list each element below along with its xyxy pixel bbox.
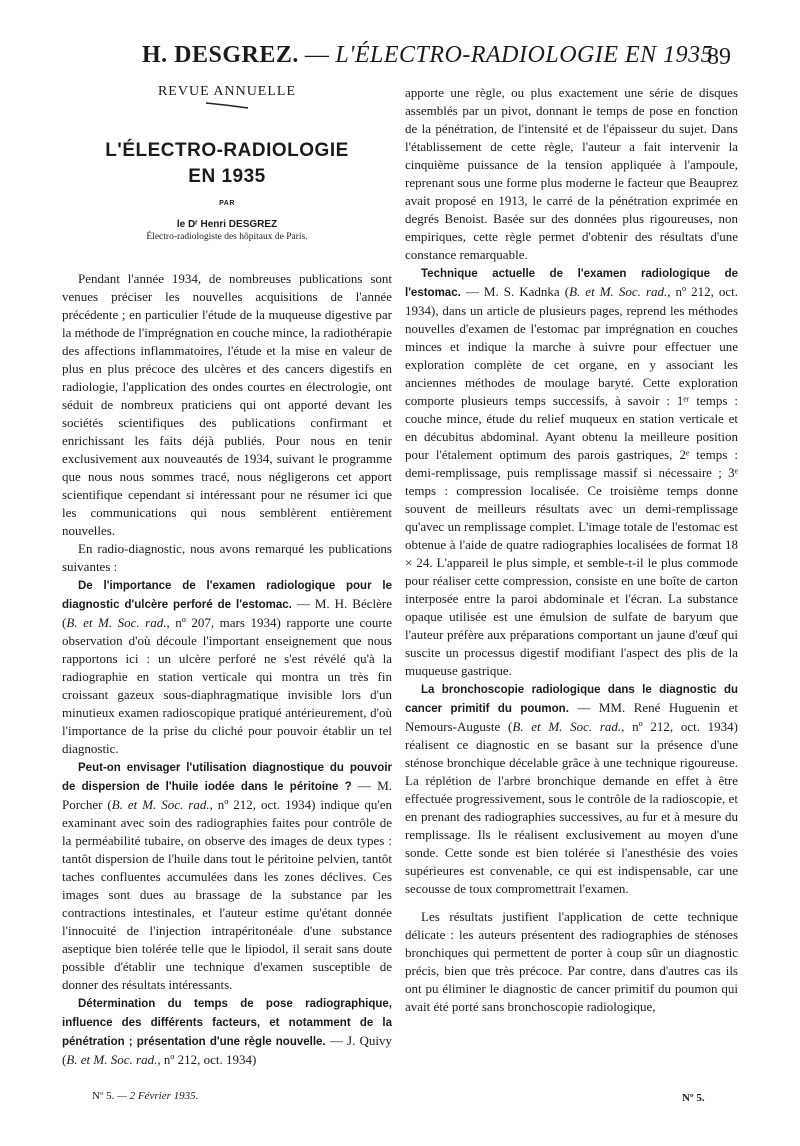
- footer-date: — 2 Février 1935.: [114, 1090, 199, 1102]
- article-title-line1: L'ÉLECTRO-RADIOLOGIE: [105, 140, 349, 161]
- running-head-title: L'ÉLECTRO-RADIOLOGIE EN 1935: [335, 42, 714, 68]
- running-head-author: H. DESGREZ.: [142, 42, 299, 68]
- running-head: [142, 42, 742, 72]
- section-heading: Technique actuelle de l'examen radiologique de l'estomac.: [405, 268, 738, 299]
- section-heading: Peut-on envisager l'utilisation diagnostique du pouvoir de dispersion de l'huile iodée dans le péritoine ?: [62, 762, 392, 793]
- intro-paragraph: Pendant l'année 1934, de nombreuses publications sont venues préciser les nouvelles acquisitions de l'année précédente ; en particulier l'étude de la muqueuse digestive par la méthode de l'imprégnation en couche mince, la radiothérapie des affections inflammatoires, l'étude et la mise en valeur de plus en plus précoce des ulcères et des cancers digestifs en radiologie, l'application des ondes courtes en électrologie, ont séduit de nombreux praticiens qui ont apporté devant les sociétés scientifiques des publications confirmant et enrichissant les faits déjà publiés. Pour nous en tenir exclusivement aux nouveautés de 1934, suivant le programme que nous nous sommes tracé, nous négligerons cet apport scientifique cependant si intéressant pour ne résumer ici que les communications qui nous semblèrent entièrement nouvelles.: [62, 271, 392, 538]
- running-head-dash: —: [304, 42, 330, 68]
- section-text: , nº 207, mars 1934) rapporte une courte observation d'où découle l'important enseignement que nous rapportons ici : un ulcère perforé ne s'est révélé qu'à la radiographie en station verticale qui montra un très fin croissant gazeux sous-diaphragmatique invisible lors d'un minutieux examen radioscopique pratiqué antérieurement, d'où l'importance de la prise du cliché pour pouvoir établir un tel diagnostic.: [62, 615, 392, 756]
- section-rubric: REVUE ANNUELLE: [157, 84, 297, 99]
- citation: B. et M. Soc. rad.: [111, 797, 210, 812]
- section-heading: De l'importance de l'examen radiologique pour le diagnostic d'ulcère perforé de l'estomac.: [62, 580, 392, 611]
- section-text: , nº 212, oct. 1934) indique qu'en examinant avec soin des radiographies faites pour contrôle de la perméabilité tubaire, on observe des images de deux types : tantôt dispersion de l'huile dans tout le péritoine pelvien, tantôt taches confluentes accumulées dans les zones déclives. Ces images sont dues au brassage de la substance par les contractions intestinales, et l'auteur estime qu'étant donnée l'innocuité de l'injection intrapéritonéale d'une substance aseptique bien tolérée telle que le lipiodol, il serait sans doute possible d'établir une technique d'examen susceptible de donner des résultats intéressants.: [62, 797, 392, 992]
- page-number: 89: [707, 44, 731, 70]
- section-ulcere-perfore: [62, 576, 392, 758]
- section-text: — J. Quivy (: [62, 1033, 392, 1067]
- regle-continuation: apporte une règle, ou plus exactement une série de disques assemblés par un pivot, donnant le temps de pose en fonction de la pénétration, de l'intensité et de l'épaisseur du sujet. Dans l'établissement de cette règle, l'auteur a fait intervenir la cinquième puissance de la tension appliquée à l'ampoule, reprenant sous une forme plus moderne le facteur que Beauprez avait proposé en 1913, le carré de la pénétration exprimée en degrés Benoist. Basée sur des données plus rigoureuses, non empiriques, cette règle permet d'obtenir des résultats d'une constance remarquable.: [405, 85, 738, 262]
- byline-author: le Dʳ Henri DESGREZ: [176, 219, 278, 230]
- citation: B. et M. Soc. rad.: [569, 284, 668, 299]
- section-heading: La bronchoscopie radiologique dans le diagnostic du cancer primitif du poumon.: [405, 684, 738, 715]
- footer-issue-number: Nº 5.: [92, 1090, 115, 1102]
- resultats-paragraph: Les résultats justifient l'application de cette technique délicate : les auteurs présentent des radiographies de sténoses bronchiques qui permettent de porter à coup sûr un diagnostic précis, bien que très précoce. Par contre, dans d'autres cas ils ont pu éliminer le diagnostic de cancer primitif du poumon qui avait été porté sans bronchoscopie radiologique,: [405, 909, 738, 1014]
- citation: B. et M. Soc. rad.: [66, 615, 167, 630]
- citation: B. et M. Soc. rad.: [66, 1052, 158, 1067]
- citation: B. et M. Soc. rad.: [512, 719, 622, 734]
- section-examen-estomac: [405, 264, 738, 680]
- section-text: — MM. René Huguenin et Nemours-Auguste (: [405, 700, 739, 734]
- article-title: [62, 138, 392, 190]
- byline-par: PAR: [219, 200, 235, 207]
- section-text: — M. H. Béclère (: [62, 596, 392, 630]
- section-huile-iodee: [62, 758, 392, 994]
- section-bronchoscopie: [405, 680, 738, 898]
- section-text: , nº 212, oct. 1934), dans un article de plusieurs pages, reprend les méthodes nouvelles d'examen de l'estomac par imprégnation en couches minces et indique la marche à suivre pour effectuer une exploration complète de cet organe, en y associant les anciennes méthodes de moulage baryté. Cette exploration comporte plusieurs temps successifs, à savoir : 1ᵉʳ temps : couche mince, étude du relief muqueux en station verticale et en décubitus abdominal. Ayant obtenu la meilleure position pour l'étalement optimum des parois gastriques, 2ᵉ temps : demi-remplissage, puis remplissage massif si nécessaire ; 3ᵉ temps : compression localisée. Ce troisième temps donne souvent de meilleurs résultats avec un demi-remplissage qu'avec un remplissage complet. L'image totale de l'estomac est obtenue à l'aide de quatre radiographies localisées de format 18 × 24. L'appareil le plus simple, et semble-t-il le plus commode pour réaliser cette compression, consiste en une boîte de carton interposée entre la paroi abdominale et l'écran. La substance opaque utilisée est une émulsion de sulfate de baryum que l'auteur préfère aux préparations comportant un jaune d'œuf qui suscite un processus digestif modifiant l'aspect des plis de la muqueuse gastrique.: [405, 284, 739, 678]
- byline-affiliation: Électro-radiologiste des hôpitaux de Paris.: [146, 232, 308, 242]
- section-text: , nº 212, oct. 1934): [157, 1052, 257, 1067]
- left-column: [62, 84, 392, 1069]
- section-text: , nº 212, oct. 1934) réalisent ce diagnostic en se basant sur la présence d'une sténose bronchique décelable grâce à une technique rigoureuse. La réplétion de l'arbre bronchique demande en effet à être effectuée progressivement, sous le contrôle de la radioscopie, et en prenant des radiographies successives, au fur et à mesure du remplissage. Ils le réalisent exclusivement au moyen d'une sonde. Cette sonde est bien tolérée si l'anesthésie des voies supérieures est convenable, ce qui est indispensable, car une secousse de toux compromettrait l'examen.: [405, 719, 738, 896]
- section-text: — M. S. Kadnka (: [460, 284, 570, 299]
- article-title-line2: EN 1935: [188, 166, 266, 187]
- footer-issue-right: Nº 5.: [682, 1092, 705, 1104]
- section-heading: Détermination du temps de pose radiographique, influence des différents facteurs, et notamment de la pénétration ; présentation d'une règle nouvelle.: [62, 998, 392, 1048]
- rubric-rule: [204, 100, 250, 110]
- section-temps-de-pose: [62, 994, 392, 1069]
- footer-issue: [92, 1090, 198, 1102]
- section-text: — M. Porcher (: [62, 778, 392, 812]
- right-column: [405, 84, 738, 1016]
- radio-diagnostic-paragraph: En radio-diagnostic, nous avons remarqué les publications suivantes :: [62, 541, 392, 574]
